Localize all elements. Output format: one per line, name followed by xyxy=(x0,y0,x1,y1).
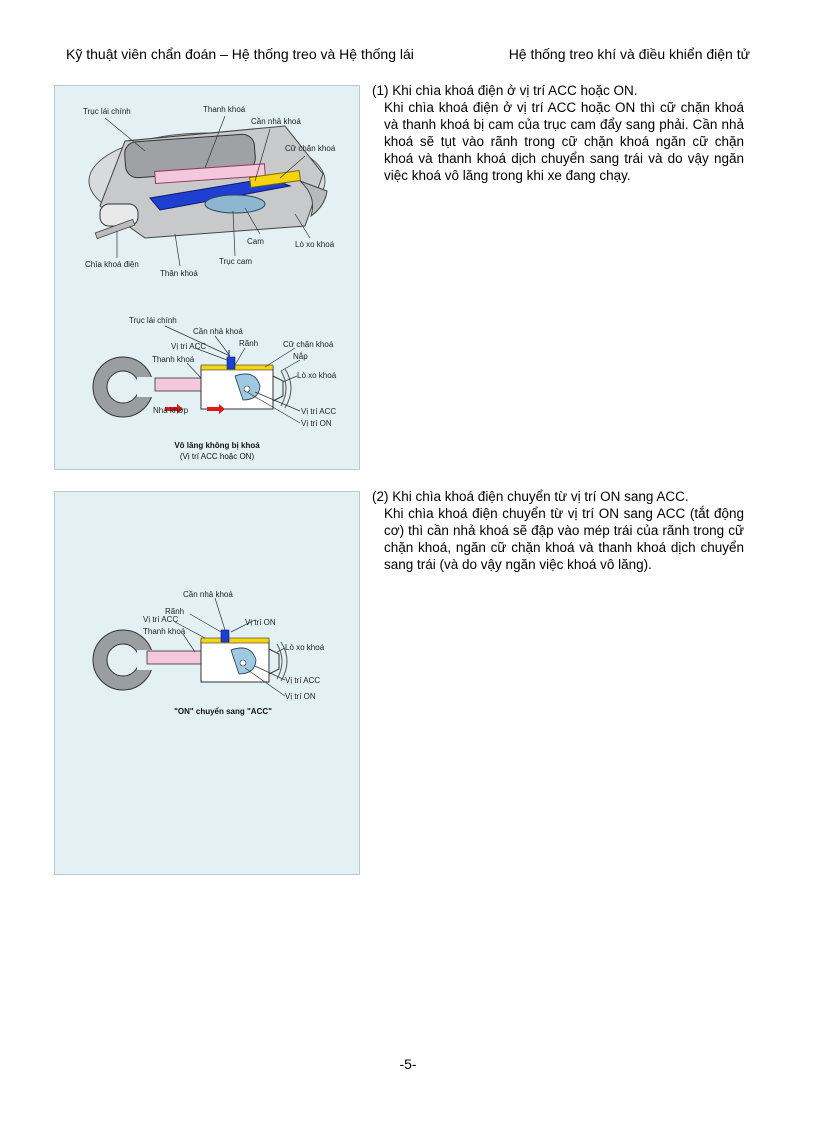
label-can-nha-khoa: Cần nhả khoá xyxy=(251,117,301,126)
steering-lock-diagram-1 xyxy=(55,86,359,469)
fig2-label-vi-tri-acc: Vị trí ACC xyxy=(143,615,179,624)
figure-steering-lock-acc-on xyxy=(54,85,360,470)
header-left: Kỹ thuật viên chẩn đoán – Hệ thống treo và Hệ thống lái xyxy=(66,46,414,62)
fig2-label-vi-tri-on-2: Vị trí ON xyxy=(285,692,316,701)
fig2-label-lo-xo-khoa: Lò xo khoá xyxy=(285,643,325,652)
section2-heading: (2) Khi chìa khoá điện chuyển từ vị trí ON sang ACC. xyxy=(372,489,689,504)
detail-label-vi-tri-acc-2: Vị trí ACC xyxy=(301,407,337,416)
label-thanh-khoa: Thanh khoá xyxy=(203,105,246,114)
detail-label-can-nha-khoa: Cần nhả khoá xyxy=(193,327,243,336)
section-on-to-acc xyxy=(372,488,744,573)
figure2-caption-bold: "ON" chuyển sang "ACC" xyxy=(174,707,272,716)
label-than-khoa: Thân khoá xyxy=(160,269,198,278)
lock-assembly-illustration xyxy=(89,126,327,239)
steering-lock-diagram-2 xyxy=(55,492,359,874)
label-cam: Cam xyxy=(247,237,264,246)
detail-label-ranh: Rãnh xyxy=(239,339,259,348)
figure1-caption-bold: Vô lăng không bị khoá xyxy=(174,441,260,450)
detail-label-nha-khop: Nhả khớp xyxy=(153,406,189,415)
section1-heading: (1) Khi chìa khoá điện ở vị trí ACC hoặc ON. xyxy=(372,83,638,98)
figure1-caption: (Vị trí ACC hoặc ON) xyxy=(179,452,255,461)
label-truc-cam: Trục cam xyxy=(219,257,253,266)
fig2-label-can-nha-khoa: Cần nhả khoá xyxy=(183,590,233,599)
label-truc-lai-chinh: Trục lái chính xyxy=(83,107,131,116)
detail-label-vi-tri-on: Vị trí ON xyxy=(301,419,332,428)
fig2-label-vi-tri-on: Vị trí ON xyxy=(245,618,276,627)
page-number: -5- xyxy=(399,1056,417,1072)
detail-label-lo-xo-khoa: Lò xo khoá xyxy=(297,371,337,380)
detail-label-vi-tri-acc: Vị trí ACC xyxy=(171,342,207,351)
lock-detail-diagram-2 xyxy=(93,630,287,690)
section1-body: Khi chìa khoá điện ở vị trí ACC hoặc ON thì cữ chặn khoá và thanh khoá bị cam của trục cam đẩy sang phải. Cần nhả khoá sẽ tụt vào rãnh trong cữ chặn khoá ngăn cữ chặn khoá và thanh khoá dịch chuyển sang trái và do vậy ngăn việc khoá vô lăng trong khi xe đang chạy. xyxy=(384,100,744,183)
fig2-label-ranh: Rãnh xyxy=(165,607,185,616)
fig2-label-vi-tri-acc-2: Vị trí ACC xyxy=(285,676,321,685)
detail-label-thanh-khoa: Thanh khoá xyxy=(152,355,195,364)
label-cu-chan-khoa: Cữ chặn khoá xyxy=(285,144,336,153)
detail-label-cu-chan-khoa: Cữ chặn khoá xyxy=(283,340,334,349)
section2-body: Khi chìa khoá điện chuyển từ vị trí ON sang ACC (tắt động cơ) thì cần nhả khoá sẽ đập vào mép trái của rãnh trong cữ chặn khoá, ngăn cữ chặn khoá và thanh khoá dịch chuyển sang trái (và do vậy ngăn việc khoá vô lăng). xyxy=(384,506,744,572)
header-right: Hệ thống treo khí và điều khiển điện tử xyxy=(508,46,750,62)
fig2-label-thanh-khoa: Thanh khoá xyxy=(143,627,186,636)
label-chia-khoa-dien: Chìa khoá điện xyxy=(85,260,139,269)
label-lo-xo-khoa: Lò xo khoá xyxy=(295,240,335,249)
figure-on-to-acc xyxy=(54,491,360,875)
detail-label-nap: Nắp xyxy=(293,352,308,361)
detail-label-truc-lai-chinh: Trục lái chính xyxy=(129,316,177,325)
section-acc-on xyxy=(372,82,744,184)
